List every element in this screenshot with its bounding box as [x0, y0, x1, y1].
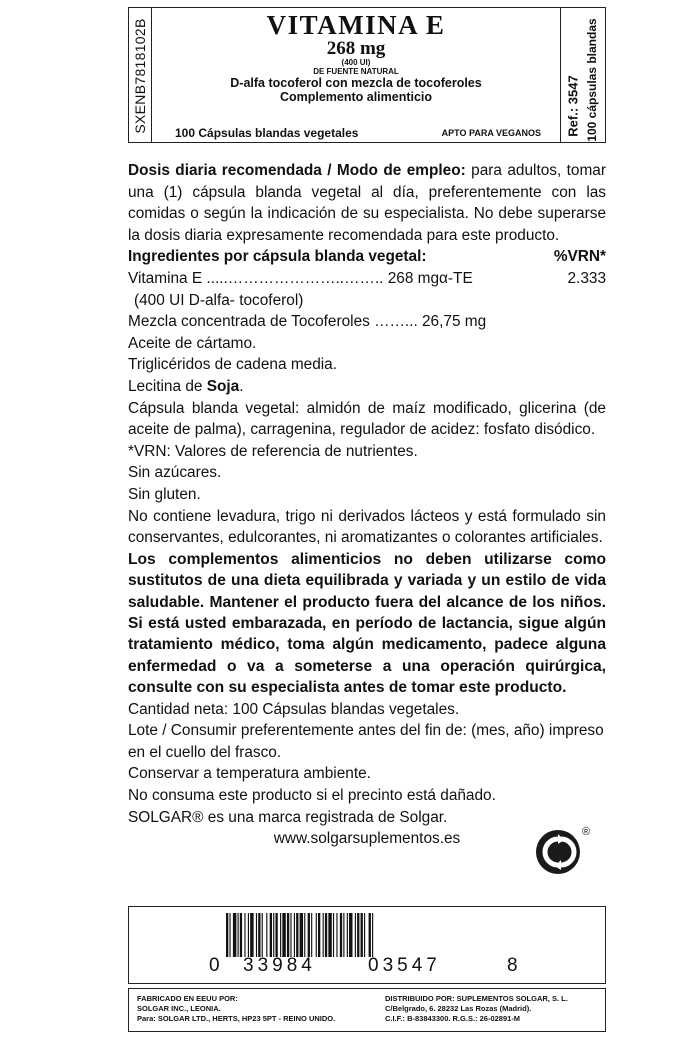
side-count: 100 cápsulas blandas [585, 18, 599, 142]
distributor-block [385, 994, 568, 1024]
barcode-last-digit: 8 [507, 955, 519, 976]
no-sugar: Sin azúcares. [128, 464, 222, 482]
vitamin-e-line: Vitamina E .....…………………..…….. 268 mgα-TE [128, 269, 473, 287]
product-title: VITAMINA E [266, 10, 446, 40]
product-source: DE FUENTE NATURAL [313, 67, 399, 76]
seal-text: No consuma este producto si el precinto está dañado. [128, 786, 496, 804]
barcode-icon [226, 913, 496, 957]
side-ref-panel [560, 8, 605, 142]
manufacturer-block [137, 994, 335, 1024]
barcode-right-digits: 03547 [368, 955, 441, 976]
maker: SOLGAR INC., LEONIA. [137, 1004, 221, 1013]
storage-text: Conservar a temperatura ambiente. [128, 765, 371, 783]
lecithin-line [128, 376, 606, 398]
free-of-text: No contiene levadura, trigo ni derivados lácteos y está formulado sin conservantes, edulcorantes, ni aromatizantes o colorantes artificiales. [128, 507, 606, 547]
barcode-panel [128, 906, 606, 984]
vrn-note: *VRN: Valores de referencia de nutrientes. [128, 442, 418, 460]
product-subtitle: D-alfa tocoferol con mezcla de tocoferoles [230, 76, 482, 90]
product-category: Complemento alimenticio [279, 90, 433, 104]
ingredients-header [128, 246, 606, 268]
made-for: Para: SOLGAR LTD., HERTS, HP23 5PT - REINO UNIDO. [137, 1014, 336, 1023]
footer-panel [128, 988, 606, 1032]
made-in: FABRICADO EN EEUU POR: [137, 994, 238, 1003]
dose-paragraph [128, 160, 606, 246]
vitamin-e-vrn: 2.333 [567, 269, 606, 287]
dose-text: para adultos, tomar una (1) cápsula blanda vegetal al día, preferentemente con las comidas o según la indicación de su especialista. No debe superarse la dosis diaria expresamente recomendada para este producto. [128, 162, 606, 244]
warning-text: Los complementos alimenticios no deben utilizarse como sustitutos de una dieta equilibrada y variada y un estilo de vida saludable. Mantener el producto fuera del alcance de los niños. Si está usted embarazada, en período de lactancia, sigue algún tratamiento médico, toma algún medicamento, padece alguna enfermedad o va a someterse a una operación quirúrgica, consulte con su especialista antes de tomar este producto. [128, 550, 606, 697]
trademark-text: SOLGAR® es una marca registrada de Solgar. [128, 808, 448, 826]
vrn-heading: %VRN* [553, 248, 606, 266]
product-dose: 268 mg [326, 38, 386, 59]
distributor-ids: C.I.F.: B-83843300. R.G.S.: 26-02891-M [385, 1014, 521, 1023]
distributor: DISTRIBUIDO POR: SUPLEMENTOS SOLGAR, S. L. [385, 994, 568, 1003]
no-gluten: Sin gluten. [128, 485, 201, 503]
ingredients-heading: Ingredientes por cápsula blanda vegetal: [128, 248, 427, 266]
vegan-badge: APTO PARA VEGANOS [441, 128, 541, 138]
green-dot-recycle-icon [536, 830, 580, 874]
registered-icon: ® [582, 826, 591, 838]
distributor-address: C/Belgrado, 6. 28232 Las Rozas (Madrid). [385, 1004, 532, 1013]
dose-heading: Dosis diaria recomendada / Modo de empleo: [128, 162, 466, 179]
lot-text: Lote / Consumir preferentemente antes del fin de: (mes, año) impreso en el cuello del frasco. [128, 722, 604, 761]
side-code: SXENB7818102B [132, 18, 148, 134]
vitamin-e-row [128, 268, 606, 290]
product-iu: (400 UI) [341, 58, 371, 67]
barcode-left-digits: 33984 [243, 955, 316, 976]
oil-line: Aceite de cártamo. [128, 334, 257, 352]
label-body [128, 160, 606, 850]
vitamin-e-sub: (400 UI D-alfa- tocoferol) [134, 291, 304, 309]
product-count: 100 Cápsulas blandas vegetales [175, 126, 359, 140]
barcode-first-digit: 0 [209, 955, 221, 976]
label-center [151, 8, 561, 104]
allergen-soy: Soja [206, 377, 240, 395]
net-quantity: Cantidad neta: 100 Cápsulas blandas vegetales. [128, 700, 460, 718]
triglycerides-line: Triglicéridos de cadena media. [128, 356, 338, 374]
lecithin-pre: Lecitina de [128, 377, 207, 395]
capsule-line: Cápsula blanda vegetal: almidón de maíz modificado, glicerina (de aceite de palma), carragenina, regulador de acidez: fosfato disódico. [128, 399, 606, 439]
ref-number: Ref.: 3547 [565, 75, 581, 137]
tocopherols-line: Mezcla concentrada de Tocoferoles ……... 26,75 mg [128, 313, 487, 331]
side-code-panel [129, 8, 152, 142]
product-label [128, 7, 606, 143]
lecithin-post: . [239, 377, 244, 395]
website-url[interactable]: www.solgarsuplementos.es [273, 830, 461, 848]
